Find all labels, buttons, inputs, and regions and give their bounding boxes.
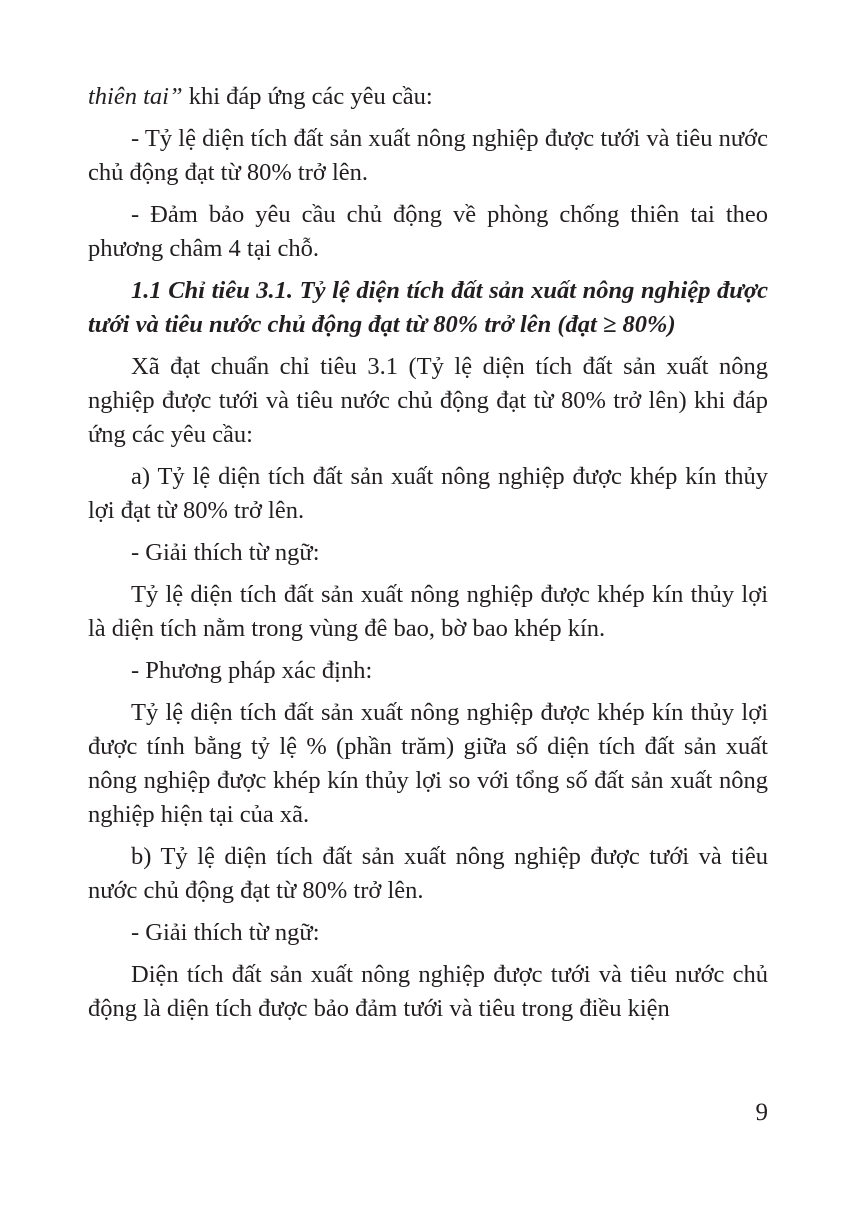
section-heading: 1.1 Chỉ tiêu 3.1. Tỷ lệ diện tích đất sản xuất nông nghiệp được tưới và tiêu nước chủ động đạt từ 80% trở lên (đạt ≥ 80%) <box>88 277 768 338</box>
method-description: Tỷ lệ diện tích đất sản xuất nông nghiệp được khép kín thủy lợi được tính bằng tỷ lệ % (phần trăm) giữa số diện tích đất sản xuất nông nghiệp được khép kín thủy lợi so với tổng số đất sản xuất nông nghiệp hiện tại của xã. <box>88 699 768 828</box>
requirement-irrigation: - Tỷ lệ diện tích đất sản xuất nông nghiệp được tưới và tiêu nước chủ động đạt từ 80% trở lên. <box>88 125 768 186</box>
item-b: b) Tỷ lệ diện tích đất sản xuất nông nghiệp được tưới và tiêu nước chủ động đạt từ 80% trở lên. <box>88 843 768 904</box>
paragraph-continuation <box>88 80 768 114</box>
term-explanation-label: - Giải thích từ ngữ: <box>131 539 320 566</box>
page-number: 9 <box>755 1099 768 1126</box>
term-explanation-label-b: - Giải thích từ ngữ: <box>131 919 320 946</box>
method-label: - Phương pháp xác định: <box>131 657 373 684</box>
term-explanation-b: Diện tích đất sản xuất nông nghiệp được tưới và tiêu nước chủ động là diện tích được bảo đảm tưới và tiêu trong điều kiện <box>88 961 768 1022</box>
item-a: a) Tỷ lệ diện tích đất sản xuất nông nghiệp được khép kín thủy lợi đạt từ 80% trở lên. <box>88 463 768 524</box>
italic-phrase: thiên tai” <box>88 83 183 110</box>
paragraph-criterion-intro: Xã đạt chuẩn chỉ tiêu 3.1 (Tỷ lệ diện tích đất sản xuất nông nghiệp được tưới và tiêu nước chủ động đạt từ 80% trở lên) khi đáp ứng các yêu cầu: <box>88 353 768 448</box>
requirement-disaster-prevention: - Đảm bảo yêu cầu chủ động về phòng chống thiên tai theo phương châm 4 tại chỗ. <box>88 201 768 262</box>
page-body <box>88 80 768 1034</box>
paragraph-continuation-text: khi đáp ứng các yêu cầu: <box>182 83 433 110</box>
term-explanation-a: Tỷ lệ diện tích đất sản xuất nông nghiệp được khép kín thủy lợi là diện tích nằm trong vùng đê bao, bờ bao khép kín. <box>88 581 768 642</box>
